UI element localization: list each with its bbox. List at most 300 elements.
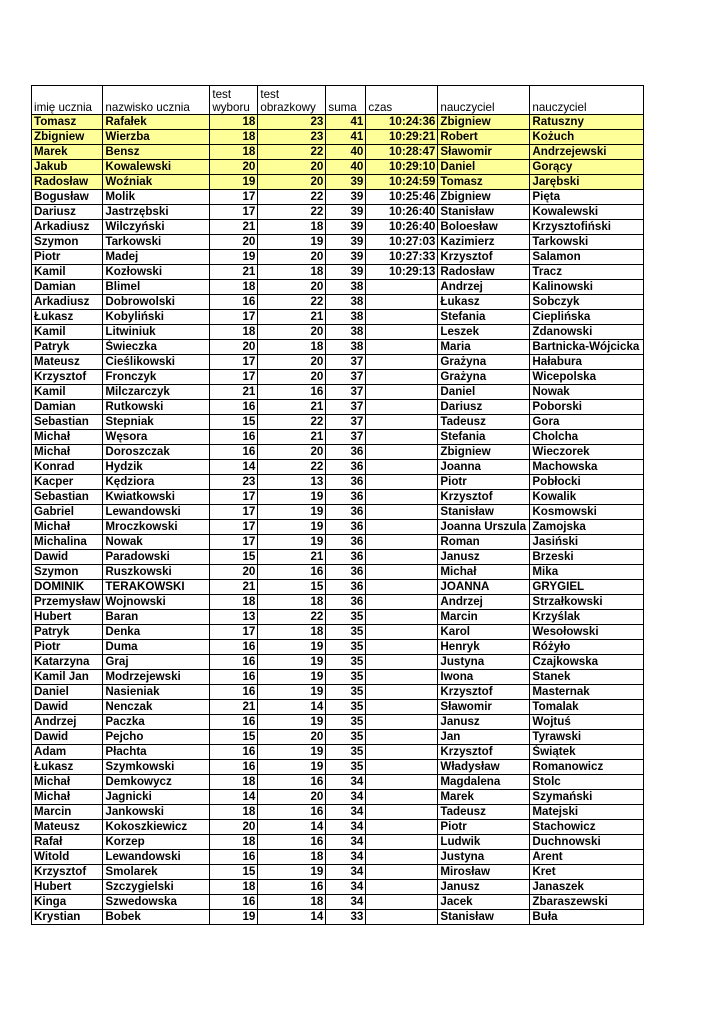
student-last-name-cell: Kwiatkowski [103,490,210,505]
choice-test-score-cell: 17 [210,490,258,505]
time-cell [366,340,438,355]
picture-test-score-cell: 21 [258,550,326,565]
teacher-last-name-cell: Wicepolska [530,370,644,385]
student-first-name-cell: Kamil [32,385,103,400]
picture-test-score-cell: 19 [258,745,326,760]
picture-test-score-cell: 18 [258,595,326,610]
header-teacher-last-name: nauczyciel [530,86,644,115]
teacher-last-name-cell: Kosmowski [530,505,644,520]
table-row [32,205,644,220]
student-last-name-cell: Smolarek [103,865,210,880]
teacher-first-name-cell: Daniel [438,160,530,175]
table-row [32,325,644,340]
picture-test-score-cell: 20 [258,790,326,805]
student-first-name-cell: Łukasz [32,310,103,325]
total-score-cell: 39 [326,235,366,250]
teacher-first-name-cell: Marcin [438,610,530,625]
time-cell [366,775,438,790]
total-score-cell: 36 [326,595,366,610]
table-row [32,640,644,655]
teacher-last-name-cell: Bartnicka-Wójcicka [530,340,644,355]
teacher-first-name-cell: Robert [438,130,530,145]
teacher-last-name-cell: Świątek [530,745,644,760]
student-first-name-cell: Piotr [32,640,103,655]
results-table [31,85,644,925]
student-last-name-cell: Węsora [103,430,210,445]
teacher-last-name-cell: Duchnowski [530,835,644,850]
student-last-name-cell: Stepniak [103,415,210,430]
student-first-name-cell: Andrzej [32,715,103,730]
student-last-name-cell: Jagnicki [103,790,210,805]
student-last-name-cell: Demkowycz [103,775,210,790]
total-score-cell: 35 [326,655,366,670]
teacher-last-name-cell: Gorący [530,160,644,175]
student-last-name-cell: Hydzik [103,460,210,475]
student-last-name-cell: Duma [103,640,210,655]
choice-test-score-cell: 16 [210,685,258,700]
total-score-cell: 36 [326,550,366,565]
time-cell [366,895,438,910]
student-first-name-cell: Kamil [32,265,103,280]
student-last-name-cell: Fronczyk [103,370,210,385]
total-score-cell: 40 [326,160,366,175]
student-last-name-cell: Molik [103,190,210,205]
teacher-first-name-cell: Daniel [438,385,530,400]
header-teacher-first-name: nauczyciel [438,86,530,115]
student-first-name-cell: Dariusz [32,205,103,220]
teacher-last-name-cell: Zdanowski [530,325,644,340]
header-first-name: imię ucznia [32,86,103,115]
student-last-name-cell: Bobek [103,910,210,925]
student-first-name-cell: Michał [32,790,103,805]
time-cell [366,280,438,295]
table-row [32,895,644,910]
teacher-last-name-cell: Jasiński [530,535,644,550]
student-first-name-cell: Michał [32,520,103,535]
choice-test-score-cell: 17 [210,505,258,520]
table-row [32,565,644,580]
student-last-name-cell: Płachta [103,745,210,760]
teacher-first-name-cell: Zbigniew [438,445,530,460]
student-first-name-cell: Witold [32,850,103,865]
picture-test-score-cell: 20 [258,175,326,190]
picture-test-score-cell: 22 [258,415,326,430]
choice-test-score-cell: 17 [210,355,258,370]
student-first-name-cell: Rafał [32,835,103,850]
teacher-last-name-cell: Gora [530,415,644,430]
table-body [32,115,644,925]
total-score-cell: 41 [326,115,366,130]
teacher-first-name-cell: Janusz [438,715,530,730]
student-first-name-cell: Michalina [32,535,103,550]
teacher-first-name-cell: Władysław [438,760,530,775]
picture-test-score-cell: 20 [258,280,326,295]
time-cell: 10:24:36 [366,115,438,130]
picture-test-score-cell: 22 [258,145,326,160]
total-score-cell: 40 [326,145,366,160]
student-first-name-cell: Michał [32,775,103,790]
student-first-name-cell: Kacper [32,475,103,490]
choice-test-score-cell: 17 [210,535,258,550]
student-first-name-cell: Patryk [32,625,103,640]
choice-test-score-cell: 18 [210,115,258,130]
table-row [32,490,644,505]
picture-test-score-cell: 22 [258,610,326,625]
time-cell [366,430,438,445]
choice-test-score-cell: 20 [210,340,258,355]
time-cell [366,475,438,490]
time-cell: 10:25:46 [366,190,438,205]
student-last-name-cell: Denka [103,625,210,640]
table-row [32,250,644,265]
student-first-name-cell: Bogusław [32,190,103,205]
choice-test-score-cell: 21 [210,220,258,235]
student-last-name-cell: Baran [103,610,210,625]
time-cell [366,640,438,655]
teacher-first-name-cell: Justyna [438,850,530,865]
total-score-cell: 36 [326,460,366,475]
table-row [32,610,644,625]
time-cell [366,805,438,820]
student-first-name-cell: Zbigniew [32,130,103,145]
teacher-last-name-cell: Stolc [530,775,644,790]
total-score-cell: 34 [326,775,366,790]
time-cell: 10:29:21 [366,130,438,145]
teacher-last-name-cell: Wieczorek [530,445,644,460]
choice-test-score-cell: 16 [210,850,258,865]
total-score-cell: 34 [326,790,366,805]
table-row [32,415,644,430]
table-row [32,880,644,895]
teacher-last-name-cell: GRYGIEL [530,580,644,595]
table-row [32,835,644,850]
time-cell: 10:26:40 [366,205,438,220]
time-cell: 10:24:59 [366,175,438,190]
total-score-cell: 37 [326,355,366,370]
teacher-last-name-cell: Cieplińska [530,310,644,325]
teacher-first-name-cell: Radosław [438,265,530,280]
teacher-last-name-cell: Jarębski [530,175,644,190]
table-row [32,355,644,370]
choice-test-score-cell: 20 [210,235,258,250]
table-row [32,685,644,700]
choice-test-score-cell: 16 [210,715,258,730]
teacher-first-name-cell: Maria [438,340,530,355]
teacher-last-name-cell: Wesołowski [530,625,644,640]
total-score-cell: 39 [326,265,366,280]
table-row [32,700,644,715]
time-cell: 10:27:03 [366,235,438,250]
picture-test-score-cell: 19 [258,640,326,655]
choice-test-score-cell: 17 [210,520,258,535]
student-last-name-cell: Rafałek [103,115,210,130]
choice-test-score-cell: 15 [210,730,258,745]
picture-test-score-cell: 20 [258,370,326,385]
table-row [32,460,644,475]
table-row [32,385,644,400]
total-score-cell: 36 [326,475,366,490]
time-cell: 10:27:33 [366,250,438,265]
student-first-name-cell: Mateusz [32,820,103,835]
student-first-name-cell: Gabriel [32,505,103,520]
choice-test-score-cell: 19 [210,910,258,925]
student-last-name-cell: Graj [103,655,210,670]
time-cell [366,655,438,670]
table-row [32,160,644,175]
teacher-last-name-cell: Stanek [530,670,644,685]
table-row [32,130,644,145]
choice-test-score-cell: 16 [210,295,258,310]
table-row [32,190,644,205]
total-score-cell: 35 [326,700,366,715]
picture-test-score-cell: 15 [258,580,326,595]
choice-test-score-cell: 16 [210,640,258,655]
student-last-name-cell: Milczarczyk [103,385,210,400]
choice-test-score-cell: 23 [210,475,258,490]
student-last-name-cell: Jastrzębski [103,205,210,220]
teacher-first-name-cell: Tomasz [438,175,530,190]
student-first-name-cell: Hubert [32,880,103,895]
teacher-first-name-cell: Magdalena [438,775,530,790]
student-last-name-cell: Ruszkowski [103,565,210,580]
total-score-cell: 34 [326,865,366,880]
table-row [32,265,644,280]
student-last-name-cell: Rutkowski [103,400,210,415]
picture-test-score-cell: 19 [258,760,326,775]
student-last-name-cell: Modrzejewski [103,670,210,685]
header-last-name: nazwisko ucznia [103,86,210,115]
total-score-cell: 38 [326,310,366,325]
picture-test-score-cell: 19 [258,715,326,730]
teacher-last-name-cell: Krzysztofiński [530,220,644,235]
total-score-cell: 38 [326,295,366,310]
picture-test-score-cell: 18 [258,895,326,910]
student-first-name-cell: Sebastian [32,415,103,430]
time-cell: 10:26:40 [366,220,438,235]
teacher-first-name-cell: Krzysztof [438,490,530,505]
total-score-cell: 34 [326,820,366,835]
teacher-last-name-cell: Matejski [530,805,644,820]
table-row [32,295,644,310]
total-score-cell: 35 [326,715,366,730]
teacher-first-name-cell: Janusz [438,880,530,895]
teacher-first-name-cell: Joanna [438,460,530,475]
student-first-name-cell: Marcin [32,805,103,820]
teacher-last-name-cell: Różyło [530,640,644,655]
time-cell [366,385,438,400]
student-last-name-cell: Tarkowski [103,235,210,250]
student-first-name-cell: Jakub [32,160,103,175]
choice-test-score-cell: 18 [210,595,258,610]
teacher-first-name-cell: Karol [438,625,530,640]
teacher-last-name-cell: Tracz [530,265,644,280]
table-row [32,235,644,250]
teacher-first-name-cell: Krzysztof [438,685,530,700]
student-first-name-cell: Arkadiusz [32,220,103,235]
choice-test-score-cell: 16 [210,430,258,445]
student-first-name-cell: Katarzyna [32,655,103,670]
time-cell [366,670,438,685]
total-score-cell: 35 [326,640,366,655]
choice-test-score-cell: 14 [210,790,258,805]
student-first-name-cell: Łukasz [32,760,103,775]
choice-test-score-cell: 19 [210,250,258,265]
student-last-name-cell: Świeczka [103,340,210,355]
student-last-name-cell: Cieślikowski [103,355,210,370]
teacher-first-name-cell: Krzysztof [438,745,530,760]
picture-test-score-cell: 20 [258,160,326,175]
total-score-cell: 41 [326,130,366,145]
choice-test-score-cell: 16 [210,760,258,775]
teacher-first-name-cell: Janusz [438,550,530,565]
student-last-name-cell: Paczka [103,715,210,730]
teacher-last-name-cell: Masternak [530,685,644,700]
teacher-last-name-cell: Pięta [530,190,644,205]
picture-test-score-cell: 22 [258,295,326,310]
time-cell [366,355,438,370]
student-last-name-cell: TERAKOWSKI [103,580,210,595]
teacher-last-name-cell: Pobłocki [530,475,644,490]
table-row [32,715,644,730]
choice-test-score-cell: 21 [210,580,258,595]
table-row [32,505,644,520]
table-row [32,280,644,295]
table-row [32,865,644,880]
teacher-first-name-cell: Sławomir [438,700,530,715]
picture-test-score-cell: 21 [258,400,326,415]
teacher-first-name-cell: Henryk [438,640,530,655]
picture-test-score-cell: 20 [258,325,326,340]
picture-test-score-cell: 18 [258,625,326,640]
picture-test-score-cell: 19 [258,655,326,670]
total-score-cell: 35 [326,730,366,745]
picture-test-score-cell: 16 [258,565,326,580]
time-cell [366,520,438,535]
picture-test-score-cell: 14 [258,820,326,835]
picture-test-score-cell: 16 [258,775,326,790]
teacher-last-name-cell: Machowska [530,460,644,475]
student-last-name-cell: Dobrowolski [103,295,210,310]
time-cell: 10:28:47 [366,145,438,160]
total-score-cell: 37 [326,415,366,430]
teacher-last-name-cell: Kowalewski [530,205,644,220]
student-first-name-cell: Kamil [32,325,103,340]
teacher-last-name-cell: Tarkowski [530,235,644,250]
picture-test-score-cell: 19 [258,490,326,505]
choice-test-score-cell: 18 [210,880,258,895]
total-score-cell: 36 [326,565,366,580]
student-first-name-cell: Przemysław [32,595,103,610]
picture-test-score-cell: 18 [258,265,326,280]
teacher-last-name-cell: Tyrawski [530,730,644,745]
table-row [32,625,644,640]
total-score-cell: 39 [326,250,366,265]
student-last-name-cell: Paradowski [103,550,210,565]
teacher-last-name-cell: Kret [530,865,644,880]
teacher-last-name-cell: Stachowicz [530,820,644,835]
teacher-last-name-cell: Janaszek [530,880,644,895]
time-cell [366,820,438,835]
student-last-name-cell: Doroszczak [103,445,210,460]
total-score-cell: 39 [326,220,366,235]
student-first-name-cell: Damian [32,400,103,415]
choice-test-score-cell: 20 [210,820,258,835]
choice-test-score-cell: 16 [210,400,258,415]
teacher-last-name-cell: Krzyślak [530,610,644,625]
teacher-first-name-cell: Jacek [438,895,530,910]
picture-test-score-cell: 19 [258,865,326,880]
teacher-first-name-cell: Iwona [438,670,530,685]
teacher-last-name-cell: Buła [530,910,644,925]
student-last-name-cell: Litwiniuk [103,325,210,340]
teacher-first-name-cell: Stefania [438,310,530,325]
picture-test-score-cell: 18 [258,340,326,355]
header-picture-test: test obrazkowy [258,86,326,115]
choice-test-score-cell: 13 [210,610,258,625]
choice-test-score-cell: 21 [210,385,258,400]
time-cell [366,865,438,880]
total-score-cell: 35 [326,760,366,775]
total-score-cell: 34 [326,805,366,820]
time-cell [366,580,438,595]
student-first-name-cell: Adam [32,745,103,760]
table-row [32,475,644,490]
total-score-cell: 34 [326,850,366,865]
time-cell [366,790,438,805]
picture-test-score-cell: 20 [258,730,326,745]
student-first-name-cell: Dawid [32,730,103,745]
picture-test-score-cell: 16 [258,385,326,400]
total-score-cell: 36 [326,520,366,535]
total-score-cell: 34 [326,835,366,850]
student-first-name-cell: Szymon [32,565,103,580]
teacher-last-name-cell: Nowak [530,385,644,400]
student-last-name-cell: Nenczak [103,700,210,715]
table-row [32,430,644,445]
student-first-name-cell: Arkadiusz [32,295,103,310]
header-choice-test: test wyboru [210,86,258,115]
student-first-name-cell: Mateusz [32,355,103,370]
student-first-name-cell: Hubert [32,610,103,625]
student-last-name-cell: Jankowski [103,805,210,820]
choice-test-score-cell: 16 [210,655,258,670]
time-cell [366,835,438,850]
choice-test-score-cell: 19 [210,175,258,190]
student-first-name-cell: Dawid [32,700,103,715]
choice-test-score-cell: 18 [210,805,258,820]
time-cell [366,700,438,715]
picture-test-score-cell: 19 [258,235,326,250]
choice-test-score-cell: 15 [210,415,258,430]
total-score-cell: 36 [326,580,366,595]
teacher-first-name-cell: Andrzej [438,280,530,295]
time-cell [366,460,438,475]
teacher-last-name-cell: Salamon [530,250,644,265]
student-last-name-cell: Mroczkowski [103,520,210,535]
total-score-cell: 35 [326,685,366,700]
choice-test-score-cell: 15 [210,550,258,565]
table-row [32,520,644,535]
table-row [32,220,644,235]
picture-test-score-cell: 19 [258,685,326,700]
teacher-first-name-cell: Ludwik [438,835,530,850]
total-score-cell: 35 [326,745,366,760]
table-row [32,670,644,685]
choice-test-score-cell: 15 [210,865,258,880]
total-score-cell: 37 [326,400,366,415]
time-cell: 10:29:13 [366,265,438,280]
choice-test-score-cell: 17 [210,370,258,385]
